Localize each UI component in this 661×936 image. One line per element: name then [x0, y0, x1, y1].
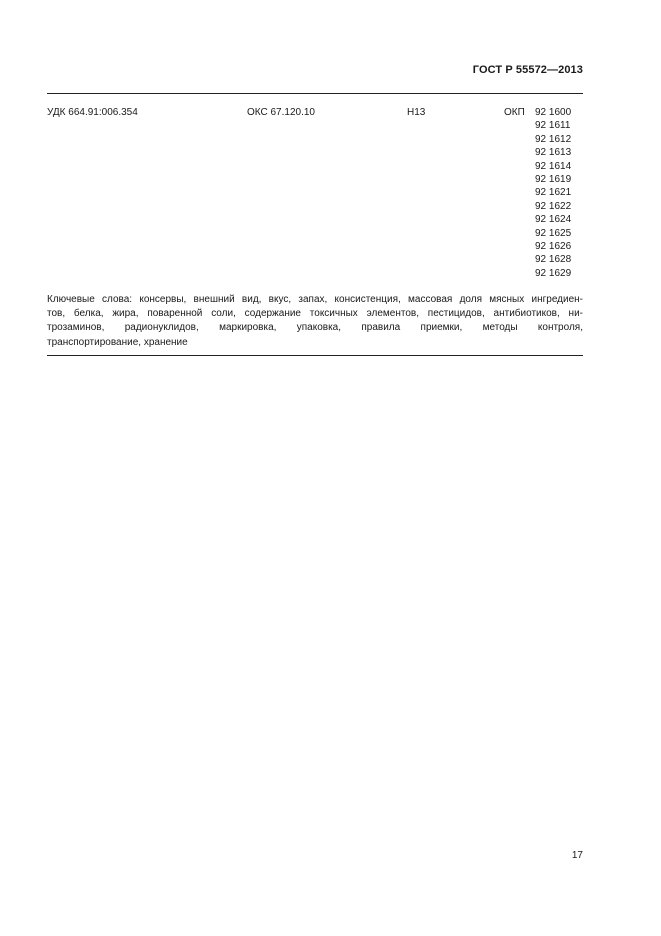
okp-code: 92 1624 — [535, 214, 572, 226]
okp-code: 92 1629 — [535, 267, 572, 279]
keywords-line: Ключевые слова: консервы, внешний вид, вкус, запах, консистенция, массовая доля мясных ингредиен- — [47, 294, 583, 305]
classification-block — [47, 106, 583, 286]
oks-code: ОКС 67.120.10 — [247, 107, 315, 118]
okp-label: ОКП — [504, 107, 525, 118]
group-code: Н13 — [407, 107, 426, 118]
okp-code: 92 1600 — [535, 107, 572, 118]
okp-code: 92 1613 — [535, 147, 572, 159]
okp-code: 92 1626 — [535, 241, 572, 253]
top-divider — [47, 93, 583, 94]
okp-code-list — [535, 106, 571, 280]
okp-code: 92 1611 — [535, 120, 571, 132]
okp-code: 92 1628 — [535, 254, 572, 266]
standard-designation: ГОСТ Р 55572—2013 — [472, 64, 583, 76]
keywords-paragraph — [47, 293, 583, 350]
okp-code: 92 1622 — [535, 200, 572, 212]
keywords-line: транспортирование, хранение — [47, 336, 188, 348]
okp-code: 92 1612 — [535, 133, 572, 145]
page-number: 17 — [571, 850, 583, 861]
okp-code: 92 1621 — [535, 187, 572, 199]
okp-code: 92 1614 — [535, 160, 572, 172]
okp-code: 92 1625 — [535, 227, 572, 239]
bottom-divider — [47, 355, 583, 356]
okp-code: 92 1619 — [535, 174, 572, 186]
udk-code: УДК 664.91:006.354 — [47, 107, 138, 118]
keywords-line: трозаминов, радионуклидов, маркировка, упаковка, правила приемки, методы контроля, — [47, 322, 583, 334]
keywords-line: тов, белка, жира, поваренной соли, содержание токсичных элементов, пестицидов, антибиотиков, ни- — [47, 308, 583, 320]
